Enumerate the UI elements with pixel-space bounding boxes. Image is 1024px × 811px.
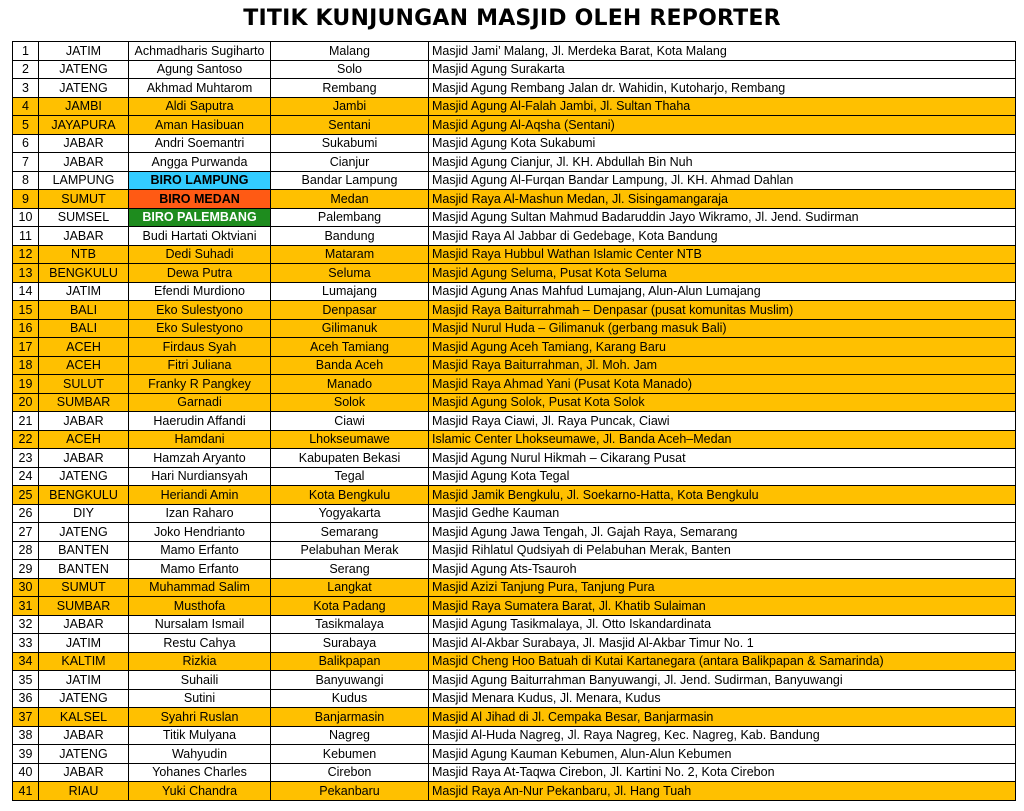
table-row: [13, 763, 1016, 782]
masjid-address-cell: Masjid Agung Kota Tegal: [429, 467, 1016, 486]
city-cell: Pelabuhan Merak: [271, 541, 429, 560]
table-row: [13, 116, 1016, 135]
reporter-name-cell: Budi Hartati Oktviani: [129, 227, 271, 246]
table-row: [13, 523, 1016, 542]
province-cell: LAMPUNG: [39, 171, 129, 190]
city-cell: Seluma: [271, 264, 429, 283]
reporter-name-cell: Heriandi Amin: [129, 486, 271, 505]
province-cell: SUMUT: [39, 578, 129, 597]
city-cell: Kota Bengkulu: [271, 486, 429, 505]
city-cell: Medan: [271, 190, 429, 209]
table-row: [13, 134, 1016, 153]
masjid-address-cell: Masjid Agung Surakarta: [429, 60, 1016, 79]
city-cell: Pekanbaru: [271, 782, 429, 801]
province-cell: JATIM: [39, 671, 129, 690]
city-cell: Sukabumi: [271, 134, 429, 153]
reporter-name-cell: Rizkia: [129, 652, 271, 671]
province-cell: JATIM: [39, 634, 129, 653]
city-cell: Bandung: [271, 227, 429, 246]
masjid-address-cell: Masjid Al-Huda Nagreg, Jl. Raya Nagreg, Kec. Nagreg, Kab. Bandung: [429, 726, 1016, 745]
city-cell: Semarang: [271, 523, 429, 542]
province-cell: JABAR: [39, 449, 129, 468]
city-cell: Tegal: [271, 467, 429, 486]
province-cell: SULUT: [39, 375, 129, 394]
province-cell: ACEH: [39, 338, 129, 357]
row-number: 18: [13, 356, 39, 375]
row-number: 15: [13, 301, 39, 320]
province-cell: KALTIM: [39, 652, 129, 671]
table-row: [13, 412, 1016, 431]
table-row: [13, 689, 1016, 708]
masjid-address-cell: Masjid Al-Akbar Surabaya, Jl. Masjid Al-Akbar Timur No. 1: [429, 634, 1016, 653]
city-cell: Banda Aceh: [271, 356, 429, 375]
table-row: [13, 171, 1016, 190]
row-number: 22: [13, 430, 39, 449]
row-number: 26: [13, 504, 39, 523]
table-row: [13, 634, 1016, 653]
table-row: [13, 227, 1016, 246]
province-cell: JABAR: [39, 615, 129, 634]
city-cell: Banyuwangi: [271, 671, 429, 690]
table-row: [13, 356, 1016, 375]
reporter-name-cell: Musthofa: [129, 597, 271, 616]
row-number: 40: [13, 763, 39, 782]
row-number: 24: [13, 467, 39, 486]
city-cell: Solok: [271, 393, 429, 412]
page-title: TITIK KUNJUNGAN MASJID OLEH REPORTER: [243, 6, 781, 31]
masjid-address-cell: Masjid Raya Hubbul Wathan Islamic Center NTB: [429, 245, 1016, 264]
row-number: 37: [13, 708, 39, 727]
row-number: 13: [13, 264, 39, 283]
table-row: [13, 467, 1016, 486]
table-row: [13, 301, 1016, 320]
reporter-name-cell: Andri Soemantri: [129, 134, 271, 153]
table-row: [13, 97, 1016, 116]
reporter-name-cell: Restu Cahya: [129, 634, 271, 653]
biro-label-cell: BIRO MEDAN: [129, 190, 271, 209]
masjid-address-cell: Masjid Agung Jawa Tengah, Jl. Gajah Raya, Semarang: [429, 523, 1016, 542]
reporter-name-cell: Mamo Erfanto: [129, 560, 271, 579]
province-cell: SUMSEL: [39, 208, 129, 227]
table-row: [13, 153, 1016, 172]
city-cell: Kebumen: [271, 745, 429, 764]
city-cell: Kudus: [271, 689, 429, 708]
row-number: 28: [13, 541, 39, 560]
city-cell: Nagreg: [271, 726, 429, 745]
masjid-address-cell: Masjid Nurul Huda – Gilimanuk (gerbang masuk Bali): [429, 319, 1016, 338]
masjid-address-cell: Masjid Raya At-Taqwa Cirebon, Jl. Kartini No. 2, Kota Cirebon: [429, 763, 1016, 782]
province-cell: JABAR: [39, 227, 129, 246]
row-number: 5: [13, 116, 39, 135]
row-number: 6: [13, 134, 39, 153]
masjid-address-cell: Masjid Agung Al-Falah Jambi, Jl. Sultan Thaha: [429, 97, 1016, 116]
biro-label-cell: BIRO PALEMBANG: [129, 208, 271, 227]
masjid-address-cell: Islamic Center Lhokseumawe, Jl. Banda Aceh–Medan: [429, 430, 1016, 449]
masjid-address-cell: Masjid Azizi Tanjung Pura, Tanjung Pura: [429, 578, 1016, 597]
reporter-name-cell: Yohanes Charles: [129, 763, 271, 782]
city-cell: Cianjur: [271, 153, 429, 172]
reporter-name-cell: Achmadharis Sugiharto: [129, 42, 271, 61]
province-cell: DIY: [39, 504, 129, 523]
city-cell: Yogyakarta: [271, 504, 429, 523]
city-cell: Ciawi: [271, 412, 429, 431]
table-row: [13, 208, 1016, 227]
province-cell: JATENG: [39, 79, 129, 98]
province-cell: RIAU: [39, 782, 129, 801]
table-row: [13, 782, 1016, 801]
reporter-name-cell: Garnadi: [129, 393, 271, 412]
province-cell: SUMBAR: [39, 393, 129, 412]
row-number: 36: [13, 689, 39, 708]
row-number: 27: [13, 523, 39, 542]
province-cell: ACEH: [39, 430, 129, 449]
city-cell: Bandar Lampung: [271, 171, 429, 190]
province-cell: BANTEN: [39, 541, 129, 560]
province-cell: BALI: [39, 319, 129, 338]
table-row: [13, 42, 1016, 61]
table-row: [13, 504, 1016, 523]
row-number: 30: [13, 578, 39, 597]
reporter-name-cell: Dewa Putra: [129, 264, 271, 283]
reporter-name-cell: Izan Raharo: [129, 504, 271, 523]
city-cell: Balikpapan: [271, 652, 429, 671]
reporter-name-cell: Nursalam Ismail: [129, 615, 271, 634]
city-cell: Aceh Tamiang: [271, 338, 429, 357]
table-row: [13, 393, 1016, 412]
row-number: 38: [13, 726, 39, 745]
city-cell: Lhokseumawe: [271, 430, 429, 449]
reporter-name-cell: Sutini: [129, 689, 271, 708]
row-number: 17: [13, 338, 39, 357]
city-cell: Mataram: [271, 245, 429, 264]
reporter-name-cell: Hamdani: [129, 430, 271, 449]
table-row: [13, 264, 1016, 283]
table-body: [13, 42, 1016, 801]
row-number: 29: [13, 560, 39, 579]
reporter-name-cell: Haerudin Affandi: [129, 412, 271, 431]
city-cell: Jambi: [271, 97, 429, 116]
table-row: [13, 430, 1016, 449]
masjid-address-cell: Masjid Agung Baiturrahman Banyuwangi, Jl. Jend. Sudirman, Banyuwangi: [429, 671, 1016, 690]
reporter-name-cell: Titik Mulyana: [129, 726, 271, 745]
city-cell: Sentani: [271, 116, 429, 135]
table-row: [13, 245, 1016, 264]
masjid-address-cell: Masjid Agung Anas Mahfud Lumajang, Alun-Alun Lumajang: [429, 282, 1016, 301]
city-cell: Solo: [271, 60, 429, 79]
masjid-address-cell: Masjid Gedhe Kauman: [429, 504, 1016, 523]
city-cell: Tasikmalaya: [271, 615, 429, 634]
province-cell: SUMBAR: [39, 597, 129, 616]
row-number: 19: [13, 375, 39, 394]
city-cell: Surabaya: [271, 634, 429, 653]
city-cell: Kota Padang: [271, 597, 429, 616]
province-cell: JATENG: [39, 523, 129, 542]
table-row: [13, 486, 1016, 505]
masjid-address-cell: Masjid Cheng Hoo Batuah di Kutai Kartanegara (antara Balikpapan & Samarinda): [429, 652, 1016, 671]
city-cell: Malang: [271, 42, 429, 61]
masjid-address-cell: Masjid Jamik Bengkulu, Jl. Soekarno-Hatta, Kota Bengkulu: [429, 486, 1016, 505]
reporter-name-cell: Mamo Erfanto: [129, 541, 271, 560]
masjid-address-cell: Masjid Raya Ahmad Yani (Pusat Kota Manado): [429, 375, 1016, 394]
masjid-address-cell: Masjid Agung Nurul Hikmah – Cikarang Pusat: [429, 449, 1016, 468]
row-number: 23: [13, 449, 39, 468]
reporter-name-cell: Hamzah Aryanto: [129, 449, 271, 468]
city-cell: Gilimanuk: [271, 319, 429, 338]
masjid-address-cell: Masjid Raya Sumatera Barat, Jl. Khatib Sulaiman: [429, 597, 1016, 616]
row-number: 32: [13, 615, 39, 634]
row-number: 4: [13, 97, 39, 116]
province-cell: JATENG: [39, 689, 129, 708]
province-cell: JATENG: [39, 467, 129, 486]
city-cell: Manado: [271, 375, 429, 394]
masjid-address-cell: Masjid Al Jihad di Jl. Cempaka Besar, Banjarmasin: [429, 708, 1016, 727]
table-row: [13, 726, 1016, 745]
table-row: [13, 615, 1016, 634]
table-row: [13, 449, 1016, 468]
city-cell: Rembang: [271, 79, 429, 98]
reporter-name-cell: Efendi Murdiono: [129, 282, 271, 301]
row-number: 3: [13, 79, 39, 98]
masjid-address-cell: Masjid Agung Rembang Jalan dr. Wahidin, Kutoharjo, Rembang: [429, 79, 1016, 98]
table-row: [13, 597, 1016, 616]
table-row: [13, 671, 1016, 690]
masjid-address-cell: Masjid Agung Aceh Tamiang, Karang Baru: [429, 338, 1016, 357]
reporter-name-cell: Yuki Chandra: [129, 782, 271, 801]
row-number: 16: [13, 319, 39, 338]
province-cell: JAYAPURA: [39, 116, 129, 135]
reporter-name-cell: Aldi Saputra: [129, 97, 271, 116]
province-cell: BALI: [39, 301, 129, 320]
reporter-name-cell: Dedi Suhadi: [129, 245, 271, 264]
province-cell: SUMUT: [39, 190, 129, 209]
reporter-name-cell: Syahri Ruslan: [129, 708, 271, 727]
row-number: 9: [13, 190, 39, 209]
row-number: 8: [13, 171, 39, 190]
city-cell: Denpasar: [271, 301, 429, 320]
table-row: [13, 708, 1016, 727]
row-number: 31: [13, 597, 39, 616]
table-row: [13, 338, 1016, 357]
reporter-visit-table: [12, 41, 1016, 801]
masjid-address-cell: Masjid Raya Al Jabbar di Gedebage, Kota Bandung: [429, 227, 1016, 246]
table-row: [13, 375, 1016, 394]
city-cell: Lumajang: [271, 282, 429, 301]
row-number: 35: [13, 671, 39, 690]
province-cell: BENGKULU: [39, 264, 129, 283]
province-cell: JATIM: [39, 282, 129, 301]
reporter-name-cell: Aman Hasibuan: [129, 116, 271, 135]
masjid-address-cell: Masjid Agung Al-Furqan Bandar Lampung, Jl. KH. Ahmad Dahlan: [429, 171, 1016, 190]
reporter-name-cell: Akhmad Muhtarom: [129, 79, 271, 98]
masjid-address-cell: Masjid Raya Baiturrahmah – Denpasar (pusat komunitas Muslim): [429, 301, 1016, 320]
row-number: 14: [13, 282, 39, 301]
city-cell: Cirebon: [271, 763, 429, 782]
province-cell: BENGKULU: [39, 486, 129, 505]
reporter-name-cell: Muhammad Salim: [129, 578, 271, 597]
masjid-address-cell: Masjid Agung Cianjur, Jl. KH. Abdullah Bin Nuh: [429, 153, 1016, 172]
masjid-address-cell: Masjid Agung Al-Aqsha (Sentani): [429, 116, 1016, 135]
row-number: 1: [13, 42, 39, 61]
city-cell: Banjarmasin: [271, 708, 429, 727]
masjid-address-cell: Masjid Raya Al-Mashun Medan, Jl. Sisingamangaraja: [429, 190, 1016, 209]
masjid-address-cell: Masjid Agung Tasikmalaya, Jl. Otto Iskandardinata: [429, 615, 1016, 634]
province-cell: JATENG: [39, 60, 129, 79]
reporter-name-cell: Angga Purwanda: [129, 153, 271, 172]
province-cell: JAMBI: [39, 97, 129, 116]
province-cell: JABAR: [39, 726, 129, 745]
city-cell: Serang: [271, 560, 429, 579]
row-number: 39: [13, 745, 39, 764]
row-number: 21: [13, 412, 39, 431]
province-cell: JABAR: [39, 412, 129, 431]
row-number: 2: [13, 60, 39, 79]
reporter-name-cell: Franky R Pangkey: [129, 375, 271, 394]
table-row: [13, 60, 1016, 79]
row-number: 10: [13, 208, 39, 227]
row-number: 11: [13, 227, 39, 246]
table-row: [13, 79, 1016, 98]
table-row: [13, 282, 1016, 301]
masjid-address-cell: Masjid Agung Sultan Mahmud Badaruddin Jayo Wikramo, Jl. Jend. Sudirman: [429, 208, 1016, 227]
masjid-address-cell: Masjid Agung Seluma, Pusat Kota Seluma: [429, 264, 1016, 283]
table-row: [13, 652, 1016, 671]
reporter-name-cell: Firdaus Syah: [129, 338, 271, 357]
table-row: [13, 745, 1016, 764]
reporter-name-cell: Eko Sulestyono: [129, 301, 271, 320]
table-row: [13, 319, 1016, 338]
province-cell: JABAR: [39, 153, 129, 172]
province-cell: JABAR: [39, 134, 129, 153]
masjid-address-cell: Masjid Agung Ats-Tsauroh: [429, 560, 1016, 579]
row-number: 34: [13, 652, 39, 671]
province-cell: JATENG: [39, 745, 129, 764]
masjid-address-cell: Masjid Menara Kudus, Jl. Menara, Kudus: [429, 689, 1016, 708]
city-cell: Palembang: [271, 208, 429, 227]
reporter-name-cell: Wahyudin: [129, 745, 271, 764]
masjid-address-cell: Masjid Agung Kauman Kebumen, Alun-Alun Kebumen: [429, 745, 1016, 764]
province-cell: JATIM: [39, 42, 129, 61]
table-row: [13, 560, 1016, 579]
masjid-address-cell: Masjid Jami’ Malang, Jl. Merdeka Barat, Kota Malang: [429, 42, 1016, 61]
reporter-name-cell: Joko Hendrianto: [129, 523, 271, 542]
province-cell: ACEH: [39, 356, 129, 375]
masjid-address-cell: Masjid Raya Baiturrahman, Jl. Moh. Jam: [429, 356, 1016, 375]
province-cell: KALSEL: [39, 708, 129, 727]
table-row: [13, 190, 1016, 209]
masjid-address-cell: Masjid Agung Kota Sukabumi: [429, 134, 1016, 153]
row-number: 20: [13, 393, 39, 412]
row-number: 41: [13, 782, 39, 801]
reporter-name-cell: Agung Santoso: [129, 60, 271, 79]
reporter-name-cell: Hari Nurdiansyah: [129, 467, 271, 486]
reporter-name-cell: Eko Sulestyono: [129, 319, 271, 338]
masjid-address-cell: Masjid Rihlatul Qudsiyah di Pelabuhan Merak, Banten: [429, 541, 1016, 560]
masjid-address-cell: Masjid Raya An-Nur Pekanbaru, Jl. Hang Tuah: [429, 782, 1016, 801]
reporter-name-cell: Suhaili: [129, 671, 271, 690]
city-cell: Langkat: [271, 578, 429, 597]
province-cell: BANTEN: [39, 560, 129, 579]
table-row: [13, 541, 1016, 560]
province-cell: JABAR: [39, 763, 129, 782]
masjid-address-cell: Masjid Raya Ciawi, Jl. Raya Puncak, Ciawi: [429, 412, 1016, 431]
biro-label-cell: BIRO LAMPUNG: [129, 171, 271, 190]
city-cell: Kabupaten Bekasi: [271, 449, 429, 468]
row-number: 33: [13, 634, 39, 653]
row-number: 12: [13, 245, 39, 264]
province-cell: NTB: [39, 245, 129, 264]
table-row: [13, 578, 1016, 597]
row-number: 7: [13, 153, 39, 172]
row-number: 25: [13, 486, 39, 505]
masjid-address-cell: Masjid Agung Solok, Pusat Kota Solok: [429, 393, 1016, 412]
reporter-name-cell: Fitri Juliana: [129, 356, 271, 375]
